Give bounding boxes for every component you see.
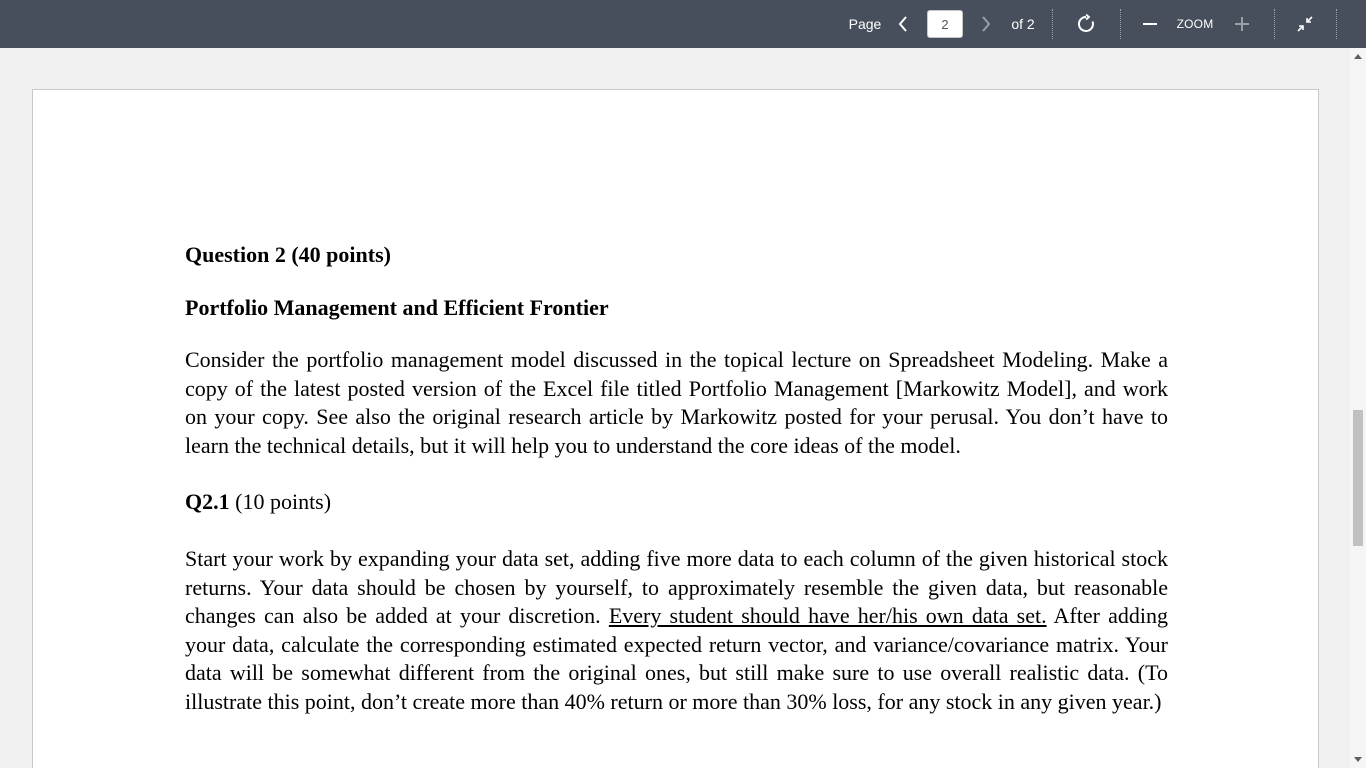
toolbar-divider [1120,9,1121,39]
q21-label: Q2.1 [185,489,230,515]
toolbar-divider [1052,9,1053,39]
question-title: Question 2 (40 points) [185,242,391,267]
minus-icon [1142,16,1158,32]
pdf-toolbar [0,0,1366,48]
q21-paragraph [185,545,1168,717]
q21-underlined-text: Every student should have her/his own data set. [608,603,1047,629]
plus-icon [1234,16,1250,32]
chevron-left-icon [897,15,909,33]
q21-points: (10 points) [229,489,332,515]
page-content [185,240,1168,717]
collapse-button[interactable] [1292,0,1318,48]
page-count-label: of 2 [1011,16,1035,32]
scrollbar-thumb[interactable] [1353,410,1363,546]
page-number-input[interactable] [927,10,963,38]
document-page [32,89,1319,768]
scroll-down-arrow-icon[interactable] [1354,757,1362,762]
q21-heading [185,488,1168,517]
chevron-right-icon [980,15,992,33]
next-page-button[interactable] [975,0,997,48]
page-label: Page [848,16,882,32]
intro-paragraph: Consider the portfolio management model discussed in the topical lecture on Spreadsheet Modeling. Make a copy of the latest posted version of the Excel file titled Portfolio Management [Markowitz Model], and work on your copy. See also the original research article by Markowitz posted for your perusal. You don’t have to learn the technical details, but it will help you to understand the core ideas of the model. [185,347,1168,458]
toolbar-divider [1274,9,1275,39]
zoom-in-button[interactable] [1230,0,1254,48]
vertical-scrollbar[interactable] [1350,48,1366,768]
zoom-label: ZOOM [1176,17,1214,31]
rotate-button[interactable] [1072,0,1100,48]
scroll-up-arrow-icon[interactable] [1354,54,1362,59]
document-viewport[interactable] [0,48,1366,768]
q21-text-a: Start your work by expanding your data set, adding five more data to each column of the given historical stock returns. Your data should be chosen by yourself, to approximately resemble the given data, but reasonable changes can also be added at your discretion. [185,545,1168,629]
zoom-out-button[interactable] [1138,0,1162,48]
rotate-icon [1076,14,1096,34]
previous-page-button[interactable] [892,0,914,48]
toolbar-divider [1336,9,1337,39]
section-title: Portfolio Management and Efficient Frontier [185,295,609,320]
q21-text-b: After adding your data, calculate the corresponding estimated expected return vector, and variance/covariance matrix. Your data will be somewhat different from the original ones, but still make sure to use overall realistic data. (To illustrate this point, don’t create more than 40% return or more than 30% loss, for any stock in any given year.) [185,603,1168,714]
collapse-icon [1296,15,1314,33]
